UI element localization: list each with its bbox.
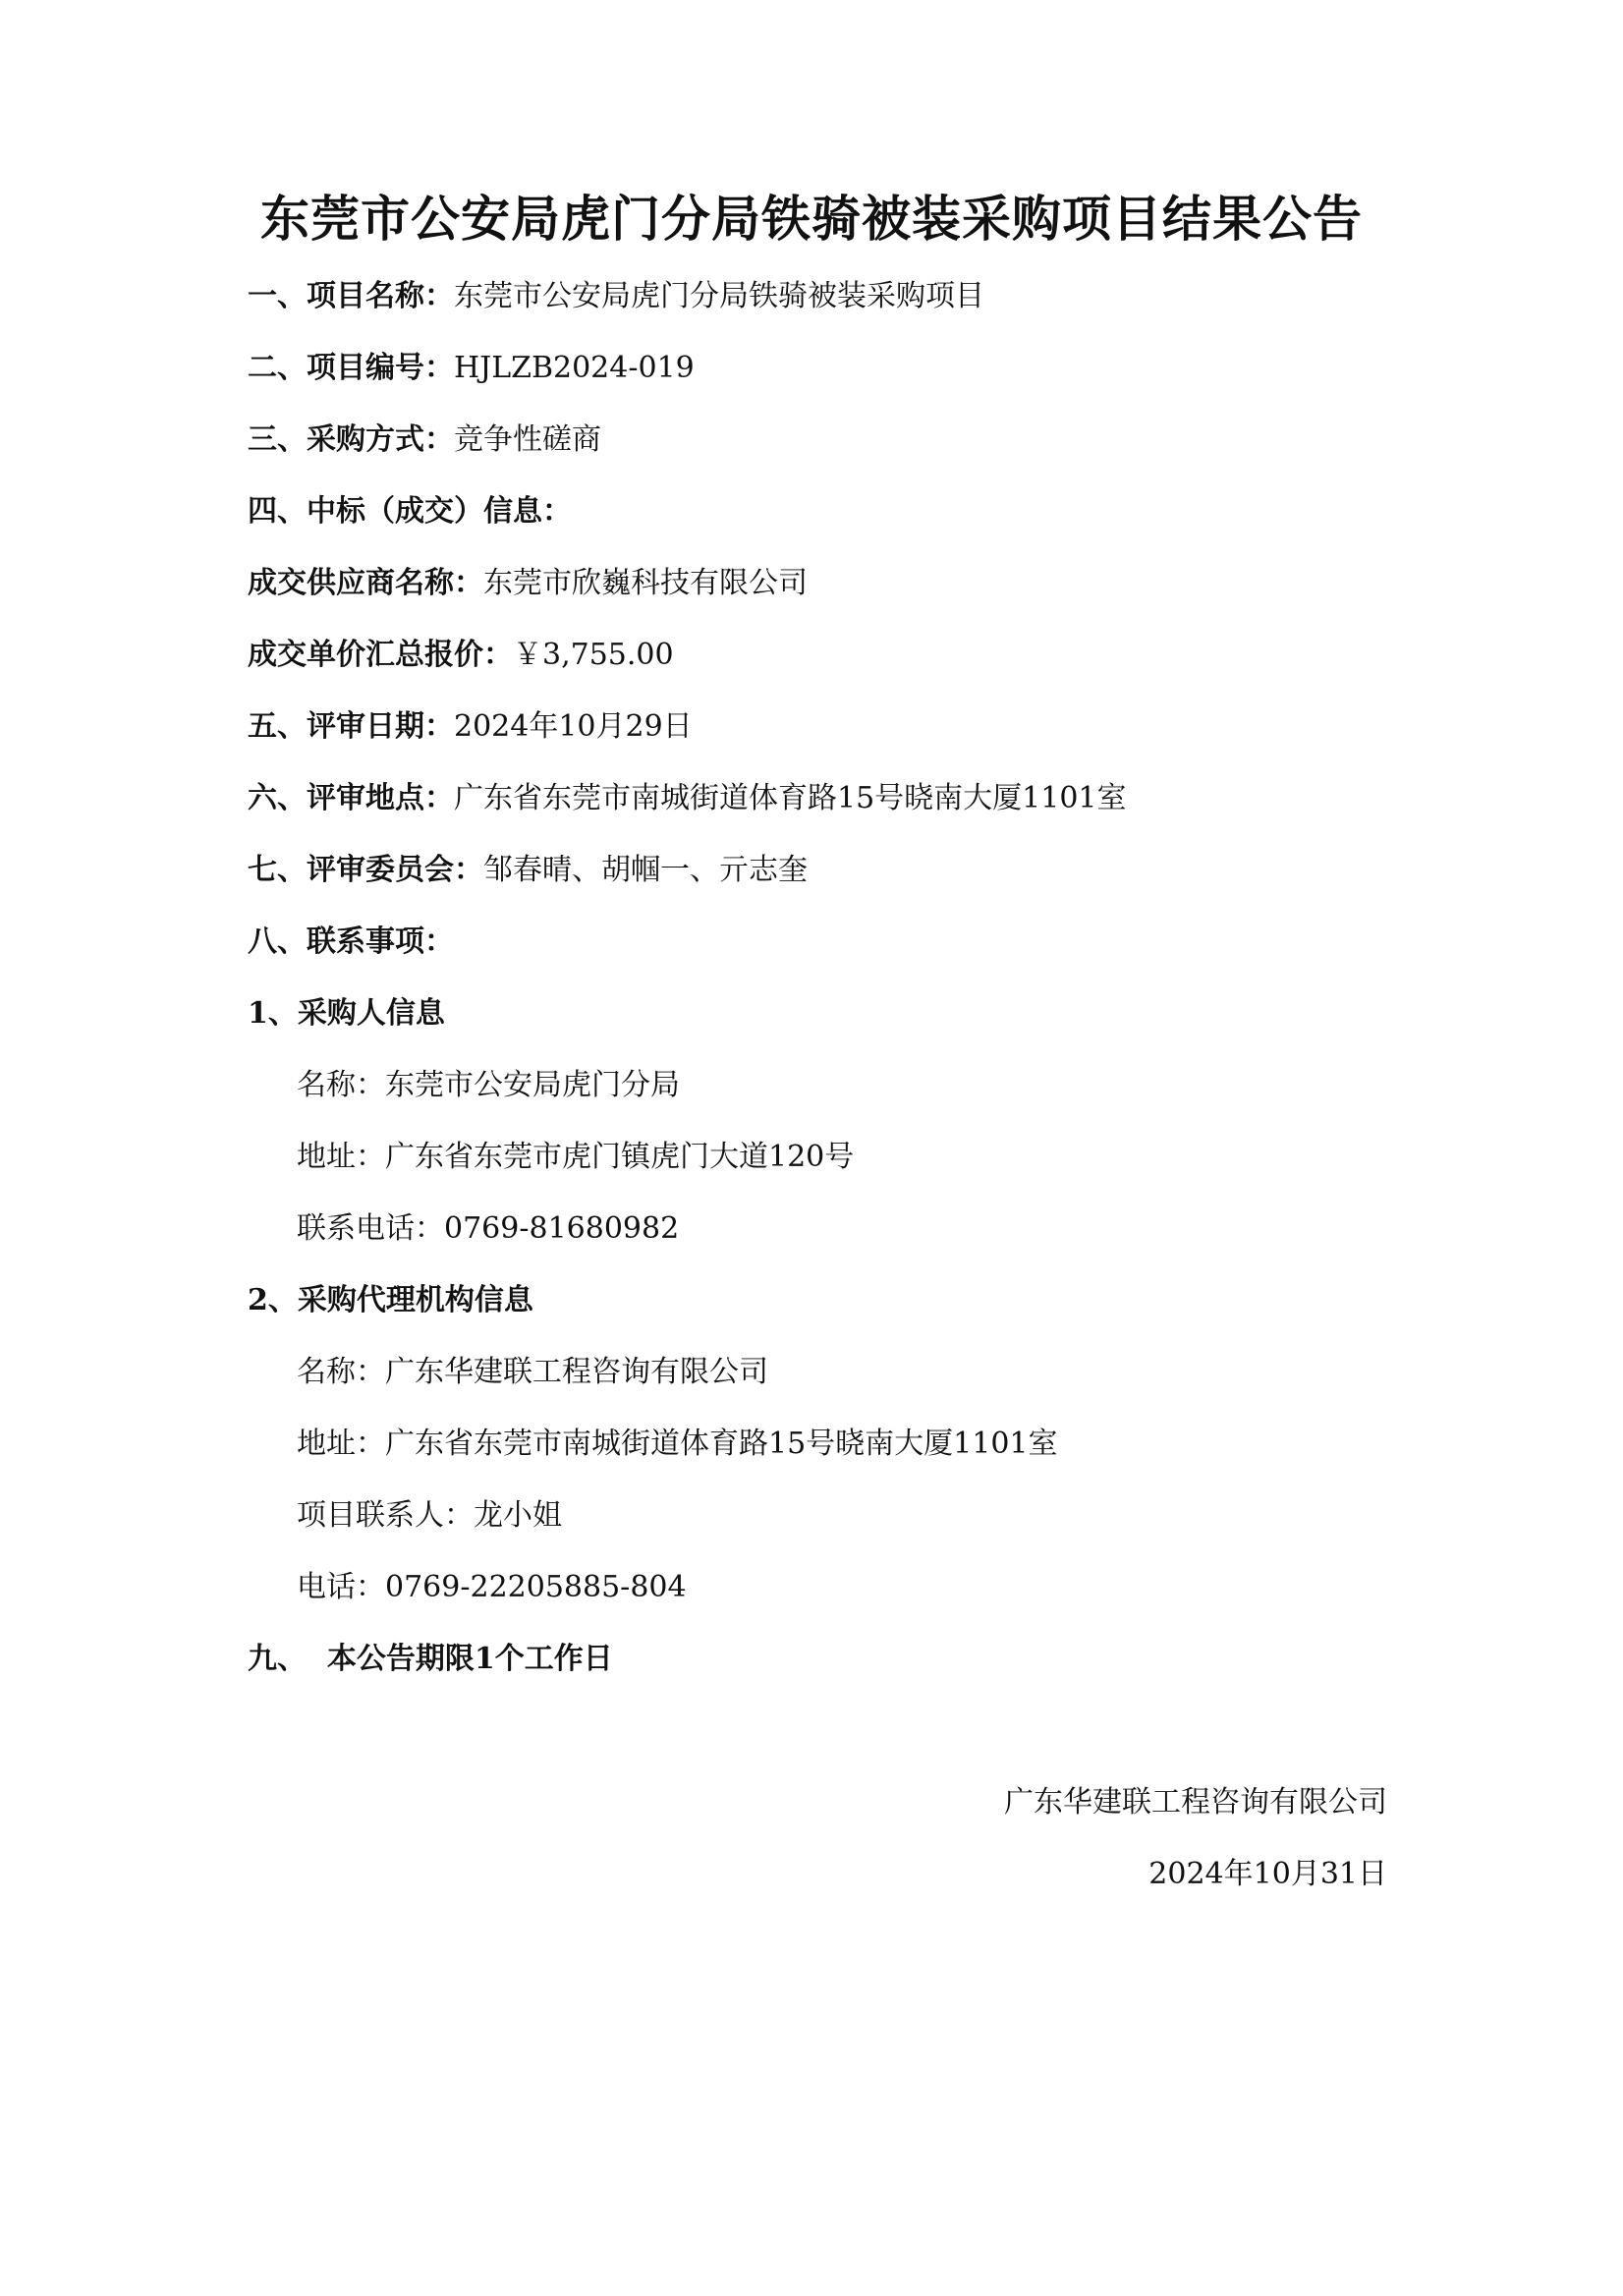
- review-location-line: [248, 779, 1127, 818]
- notice-period-line: [248, 1640, 613, 1679]
- review-date-value: 2024年10月29日: [454, 709, 693, 744]
- total-price-line: [248, 636, 674, 675]
- agency-phone: 电话：0769-22205885-804: [297, 1570, 687, 1604]
- review-location-label: 六、评审地点：: [248, 781, 454, 815]
- project-name-label: 一、项目名称：: [248, 279, 454, 313]
- review-location-value: 广东省东莞市南城街道体育路15号晓南大厦1101室: [454, 781, 1127, 815]
- agency-heading: [248, 1281, 533, 1320]
- award-info-label: 四、中标（成交）信息：: [248, 494, 572, 529]
- notice-period-label: 九、 本公告期限1个工作日: [248, 1642, 613, 1676]
- total-price-label: 成交单价汇总报价：: [248, 638, 513, 672]
- project-number-value: HJLZB2024-019: [454, 351, 695, 385]
- review-date-line: [248, 707, 693, 747]
- procurement-method-label: 三、采购方式：: [248, 422, 454, 457]
- procurement-method-value: 竞争性磋商: [454, 422, 601, 457]
- agency-name: 名称：广东华建联工程咨询有限公司: [297, 1355, 768, 1389]
- supplier-label: 成交供应商名称：: [248, 566, 483, 600]
- supplier-value: 东莞市欣巍科技有限公司: [483, 566, 808, 600]
- project-number-label: 二、项目编号：: [248, 351, 454, 385]
- contact-heading: [248, 923, 454, 962]
- award-info-heading: [248, 492, 572, 532]
- purchaser-heading: [248, 994, 445, 1034]
- purchaser-phone: 联系电话：0769-81680982: [297, 1211, 680, 1246]
- review-committee-line: [248, 851, 808, 890]
- purchaser-address: 地址：广东省东莞市虎门镇虎门大道120号: [297, 1140, 855, 1174]
- purchaser-name: 名称：东莞市公安局虎门分局: [297, 1068, 680, 1102]
- review-committee-value: 邹春晴、胡帼一、亓志奎: [483, 853, 808, 887]
- document-title: 东莞市公安局虎门分局铁骑被装采购项目结果公告: [260, 190, 1363, 248]
- procurement-method-line: [248, 420, 601, 460]
- total-price-value: ￥3,755.00: [513, 638, 674, 672]
- project-name-value: 东莞市公安局虎门分局铁骑被装采购项目: [454, 279, 984, 313]
- purchaser-heading-label: 1、采购人信息: [248, 996, 445, 1031]
- contact-heading-label: 八、联系事项：: [248, 924, 454, 959]
- review-committee-label: 七、评审委员会：: [248, 853, 483, 887]
- project-name-line: [248, 277, 984, 316]
- agency-address: 地址：广东省东莞市南城街道体育路15号晓南大厦1101室: [297, 1427, 1058, 1461]
- supplier-line: [248, 564, 808, 603]
- signature-company: 广东华建联工程咨询有限公司: [1004, 1785, 1387, 1820]
- signature-date: 2024年10月31日: [1148, 1857, 1387, 1891]
- review-date-label: 五、评审日期：: [248, 709, 454, 744]
- project-number-line: [248, 349, 695, 388]
- agency-contact: 项目联系人：龙小姐: [297, 1498, 562, 1533]
- agency-heading-label: 2、采购代理机构信息: [248, 1283, 533, 1317]
